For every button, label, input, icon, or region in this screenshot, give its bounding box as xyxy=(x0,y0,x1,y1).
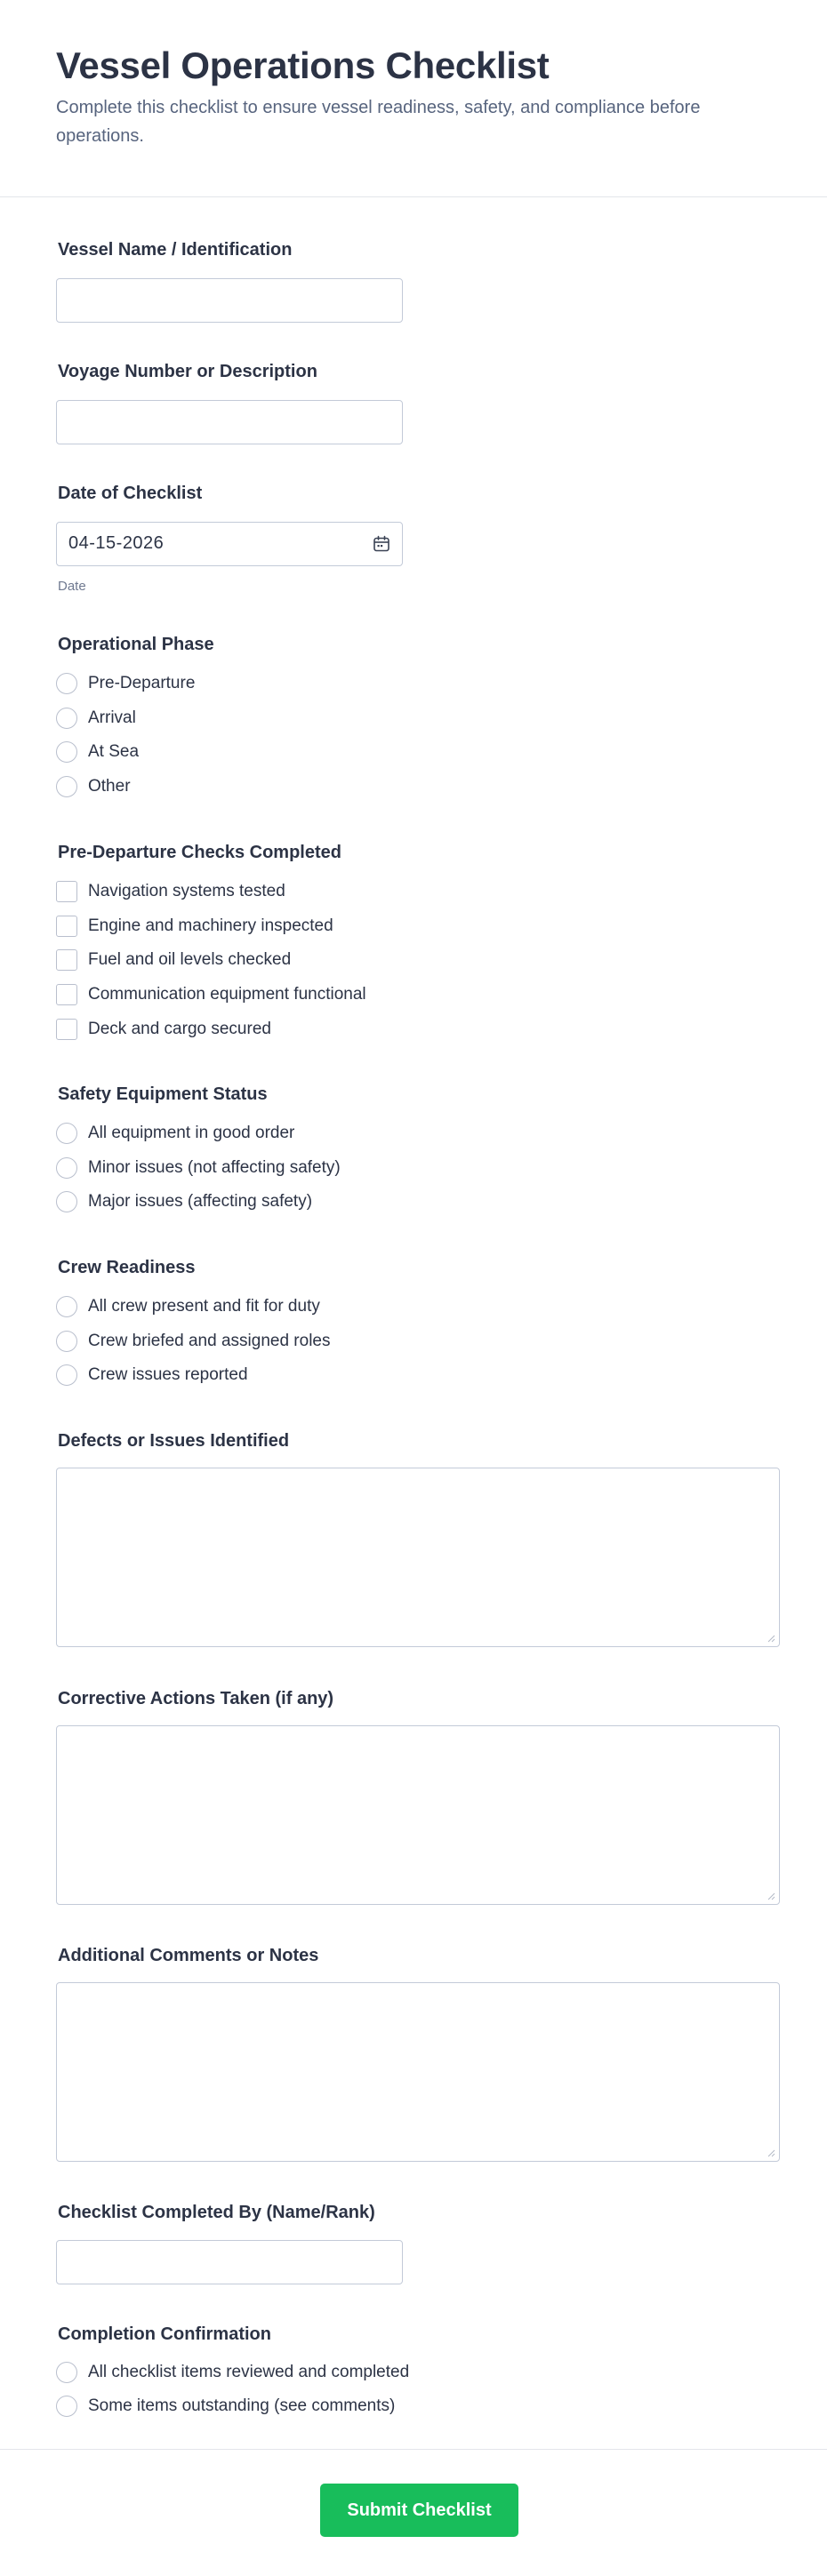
calendar-icon[interactable] xyxy=(372,534,391,554)
option-label: Engine and machinery inspected xyxy=(88,916,333,935)
radio-button[interactable] xyxy=(56,1331,77,1352)
option-label: All crew present and fit for duty xyxy=(88,1297,320,1316)
phase-option-pre-departure[interactable] xyxy=(56,672,195,695)
safety-option-good[interactable] xyxy=(56,1122,294,1145)
vessel-name-label: Vessel Name / Identification xyxy=(58,240,293,260)
option-label: Some items outstanding (see comments) xyxy=(88,2396,396,2415)
completion-confirmation-label: Completion Confirmation xyxy=(58,2324,271,2344)
option-label: Communication equipment functional xyxy=(88,985,366,1004)
checkbox[interactable] xyxy=(56,949,77,971)
option-label: Other xyxy=(88,777,131,796)
option-label: All checklist items reviewed and completed xyxy=(88,2363,410,2381)
crew-readiness-label: Crew Readiness xyxy=(58,1258,196,1277)
check-option-navigation[interactable] xyxy=(56,880,285,903)
option-label: Pre-Departure xyxy=(88,674,196,692)
radio-button[interactable] xyxy=(56,1364,77,1386)
radio-button[interactable] xyxy=(56,1191,77,1212)
defects-label: Defects or Issues Identified xyxy=(58,1431,290,1451)
completed-by-label: Checklist Completed By (Name/Rank) xyxy=(58,2203,375,2222)
comments-textarea[interactable] xyxy=(56,1982,780,2162)
option-label: Crew issues reported xyxy=(88,1365,248,1384)
submit-button[interactable]: Submit Checklist xyxy=(320,2484,518,2537)
option-label: At Sea xyxy=(88,742,140,761)
resize-grip-icon[interactable] xyxy=(767,1634,775,1643)
form-subtitle: Complete this checklist to ensure vessel readiness, safety, and compliance before operations. xyxy=(56,98,701,146)
option-label: Navigation systems tested xyxy=(88,882,285,900)
radio-button[interactable] xyxy=(56,2396,77,2417)
completed-by-input[interactable] xyxy=(56,2240,403,2284)
check-option-deck-cargo[interactable] xyxy=(56,1018,271,1041)
resize-grip-icon[interactable] xyxy=(767,2148,775,2157)
date-value: 04-15-2026 xyxy=(68,533,165,553)
radio-button[interactable] xyxy=(56,2362,77,2383)
radio-button[interactable] xyxy=(56,673,77,694)
radio-button[interactable] xyxy=(56,1296,77,1317)
safety-equipment-label: Safety Equipment Status xyxy=(58,1084,268,1104)
checklist-date-input[interactable] xyxy=(56,522,403,566)
option-label: Minor issues (not affecting safety) xyxy=(88,1158,341,1177)
check-option-engine[interactable] xyxy=(56,915,333,938)
option-label: All equipment in good order xyxy=(88,1124,295,1142)
radio-button[interactable] xyxy=(56,1157,77,1179)
voyage-input[interactable] xyxy=(56,400,403,444)
checkbox[interactable] xyxy=(56,881,77,902)
check-option-fuel[interactable] xyxy=(56,948,291,972)
checkbox[interactable] xyxy=(56,1019,77,1040)
form-title: Vessel Operations Checklist xyxy=(56,44,550,86)
comments-label: Additional Comments or Notes xyxy=(58,1946,319,1965)
corrective-actions-label: Corrective Actions Taken (if any) xyxy=(58,1689,334,1708)
form-header xyxy=(0,0,827,197)
check-option-communication[interactable] xyxy=(56,983,366,1006)
resize-grip-icon[interactable] xyxy=(767,1892,775,1900)
crew-option-issues[interactable] xyxy=(56,1364,248,1387)
option-label: Fuel and oil levels checked xyxy=(88,950,292,969)
safety-option-major[interactable] xyxy=(56,1190,312,1213)
corrective-actions-textarea[interactable] xyxy=(56,1725,780,1905)
phase-option-at-sea[interactable] xyxy=(56,740,139,764)
confirmation-option-outstanding[interactable] xyxy=(56,2395,395,2418)
phase-option-other[interactable] xyxy=(56,775,131,798)
radio-button[interactable] xyxy=(56,776,77,797)
operational-phase-label: Operational Phase xyxy=(58,635,214,654)
radio-button[interactable] xyxy=(56,708,77,729)
defects-textarea[interactable] xyxy=(56,1468,780,1647)
vessel-name-input[interactable] xyxy=(56,278,403,323)
checklist-date-label: Date of Checklist xyxy=(58,484,203,503)
checkbox[interactable] xyxy=(56,984,77,1005)
safety-option-minor[interactable] xyxy=(56,1156,341,1180)
voyage-label: Voyage Number or Description xyxy=(58,362,317,381)
crew-option-briefed[interactable] xyxy=(56,1330,331,1353)
phase-option-arrival[interactable] xyxy=(56,707,136,730)
confirmation-option-complete[interactable] xyxy=(56,2361,409,2384)
option-label: Deck and cargo secured xyxy=(88,1020,271,1038)
radio-button[interactable] xyxy=(56,1123,77,1144)
checkbox[interactable] xyxy=(56,916,77,937)
option-label: Crew briefed and assigned roles xyxy=(88,1332,331,1350)
option-label: Arrival xyxy=(88,708,136,727)
radio-button[interactable] xyxy=(56,741,77,763)
crew-option-present[interactable] xyxy=(56,1295,320,1318)
option-label: Major issues (affecting safety) xyxy=(88,1192,313,1211)
predeparture-checks-label: Pre-Departure Checks Completed xyxy=(58,843,341,862)
date-sublabel: Date xyxy=(58,579,86,594)
